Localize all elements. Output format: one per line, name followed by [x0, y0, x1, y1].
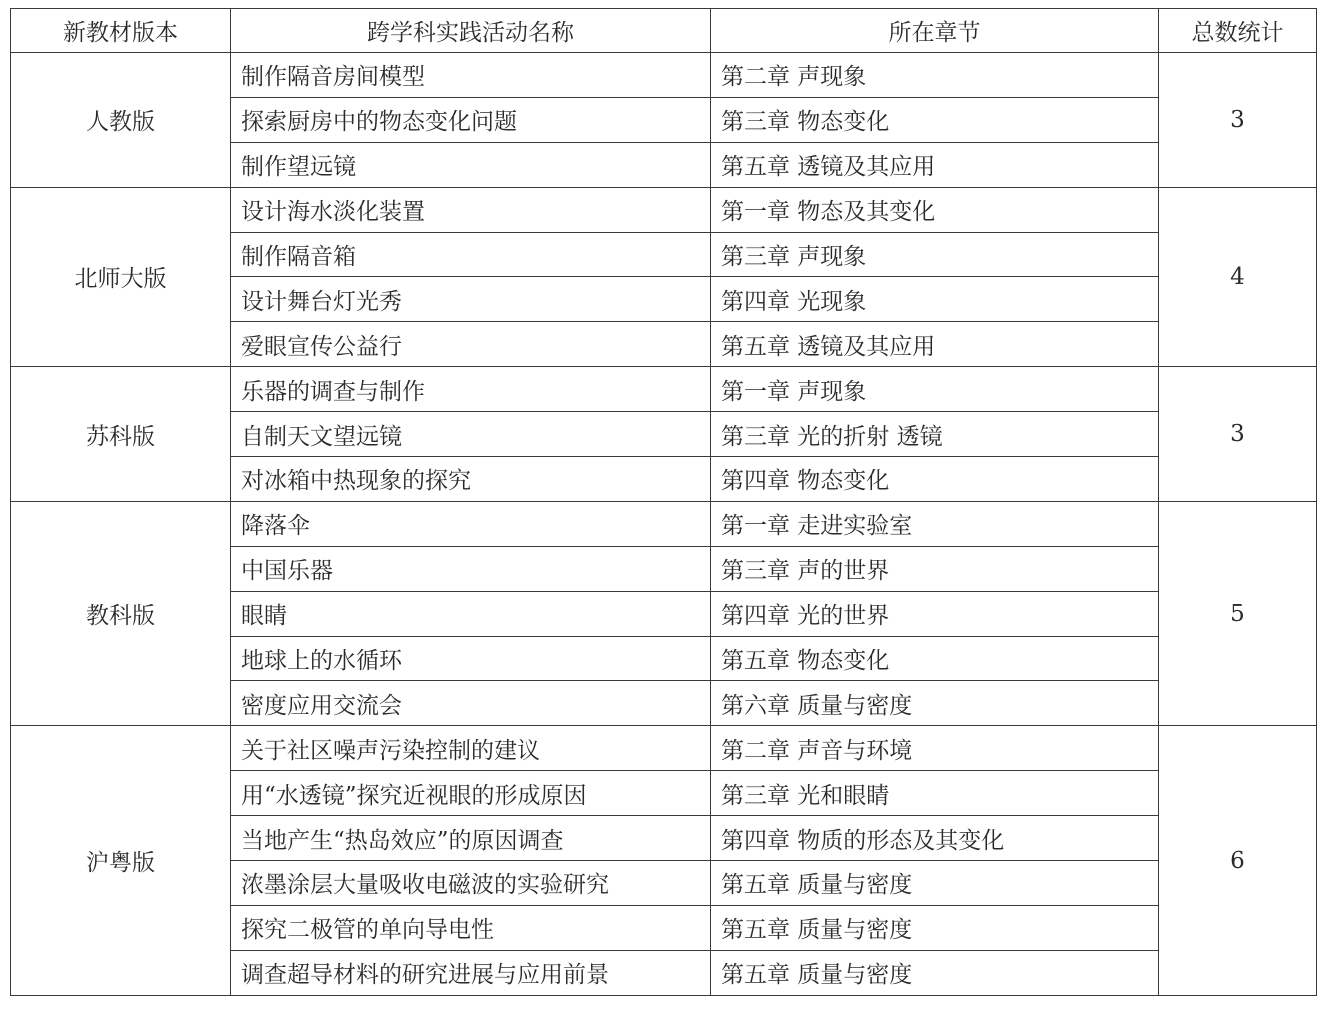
header-row [11, 9, 1317, 53]
chapter-cell: 第三章 光和眼睛 [711, 771, 1159, 816]
count-cell: 3 [1159, 53, 1317, 188]
header-edition: 新教材版本 [11, 9, 231, 53]
activity-cell: 调查超导材料的研究进展与应用前景 [231, 950, 711, 995]
chapter-cell: 第五章 透镜及其应用 [711, 142, 1159, 187]
activity-cell: 乐器的调查与制作 [231, 367, 711, 412]
chapter-cell: 第四章 物质的形态及其变化 [711, 816, 1159, 861]
chapter-cell: 第二章 声音与环境 [711, 726, 1159, 771]
activity-cell: 对冰箱中热现象的探究 [231, 457, 711, 502]
activity-cell: 用“水透镜”探究近视眼的形成原因 [231, 771, 711, 816]
activity-cell: 浓墨涂层大量吸收电磁波的实验研究 [231, 861, 711, 906]
header-activity: 跨学科实践活动名称 [231, 9, 711, 53]
activity-cell: 设计海水淡化装置 [231, 187, 711, 232]
chapter-cell: 第四章 物态变化 [711, 457, 1159, 502]
chapter-cell: 第五章 质量与密度 [711, 905, 1159, 950]
activity-cell: 探索厨房中的物态变化问题 [231, 97, 711, 142]
chapter-cell: 第一章 物态及其变化 [711, 187, 1159, 232]
edition-cell: 沪粤版 [11, 726, 231, 995]
activity-cell: 密度应用交流会 [231, 681, 711, 726]
activity-cell: 制作隔音房间模型 [231, 53, 711, 98]
count-cell: 6 [1159, 726, 1317, 995]
chapter-cell: 第四章 光的世界 [711, 591, 1159, 636]
header-chapter: 所在章节 [711, 9, 1159, 53]
activity-cell: 降落伞 [231, 501, 711, 546]
table-row [11, 726, 1317, 771]
activity-cell: 关于社区噪声污染控制的建议 [231, 726, 711, 771]
chapter-cell: 第五章 物态变化 [711, 636, 1159, 681]
activity-table [10, 8, 1317, 996]
edition-cell: 人教版 [11, 53, 231, 188]
activity-cell: 制作隔音箱 [231, 232, 711, 277]
activity-cell: 设计舞台灯光秀 [231, 277, 711, 322]
header-count: 总数统计 [1159, 9, 1317, 53]
table-row [11, 501, 1317, 546]
edition-cell: 教科版 [11, 501, 231, 725]
chapter-cell: 第三章 声现象 [711, 232, 1159, 277]
activity-cell: 地球上的水循环 [231, 636, 711, 681]
chapter-cell: 第二章 声现象 [711, 53, 1159, 98]
table-wrapper [10, 8, 1317, 996]
activity-cell: 眼睛 [231, 591, 711, 636]
edition-cell: 北师大版 [11, 187, 231, 367]
table-row [11, 53, 1317, 98]
edition-cell: 苏科版 [11, 367, 231, 502]
count-cell: 3 [1159, 367, 1317, 502]
chapter-cell: 第六章 质量与密度 [711, 681, 1159, 726]
activity-cell: 自制天文望远镜 [231, 412, 711, 457]
chapter-cell: 第一章 声现象 [711, 367, 1159, 412]
count-cell: 4 [1159, 187, 1317, 367]
activity-cell: 当地产生“热岛效应”的原因调查 [231, 816, 711, 861]
activity-cell: 爱眼宣传公益行 [231, 322, 711, 367]
chapter-cell: 第四章 光现象 [711, 277, 1159, 322]
chapter-cell: 第三章 光的折射 透镜 [711, 412, 1159, 457]
chapter-cell: 第三章 声的世界 [711, 546, 1159, 591]
count-cell: 5 [1159, 501, 1317, 725]
activity-cell: 探究二极管的单向导电性 [231, 905, 711, 950]
activity-cell: 中国乐器 [231, 546, 711, 591]
chapter-cell: 第一章 走进实验室 [711, 501, 1159, 546]
chapter-cell: 第五章 质量与密度 [711, 950, 1159, 995]
table-row [11, 367, 1317, 412]
chapter-cell: 第三章 物态变化 [711, 97, 1159, 142]
table-row [11, 187, 1317, 232]
chapter-cell: 第五章 质量与密度 [711, 861, 1159, 906]
activity-cell: 制作望远镜 [231, 142, 711, 187]
chapter-cell: 第五章 透镜及其应用 [711, 322, 1159, 367]
